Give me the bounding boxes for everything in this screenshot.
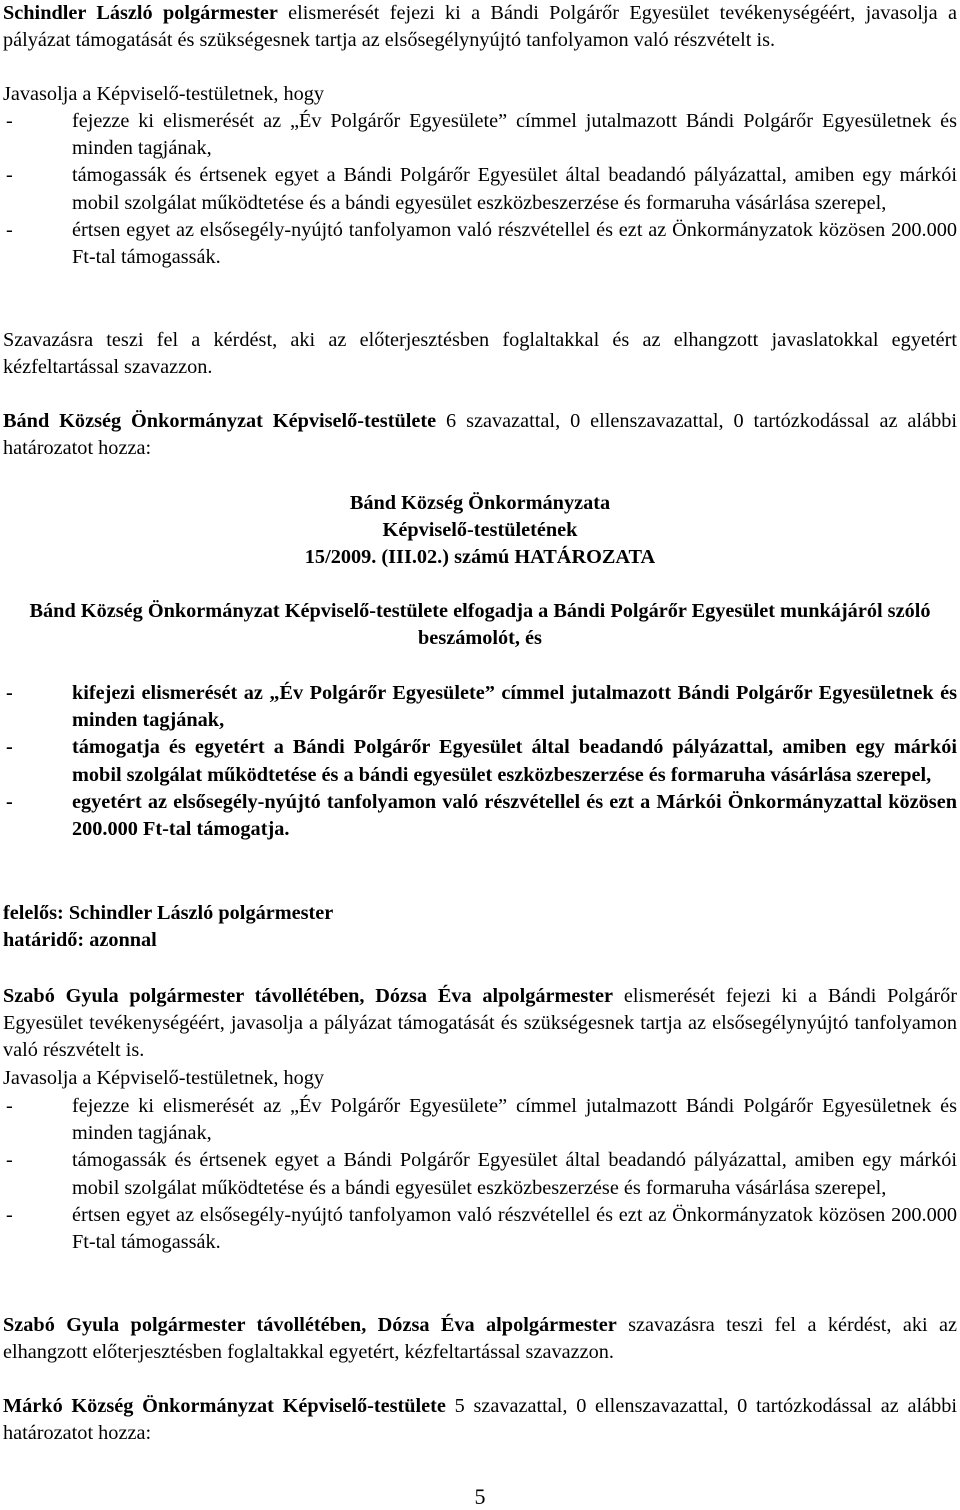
list-item-text: egyetért az elsősegély-nyújtó tanfolyamon való részvétellel és ezt a Márkói Önkormányzattal közösen 200.000 Ft-tal támogatja. — [72, 790, 957, 841]
list-item-text: értsen egyet az elsősegély-nyújtó tanfolyamon való részvétellel és ezt az Önkormányzatok közösen 200.000 Ft-tal támogassák. — [72, 1203, 957, 1254]
vote-result-text: 6 szavazattal, 0 ellenszavazattal, 0 tartózkodással az alábbi határozatot hozza: — [3, 410, 957, 460]
list-item — [3, 1147, 957, 1201]
list-dash: - — [6, 164, 13, 187]
decision-list — [3, 680, 957, 843]
responsible-line: felelős: Schindler László polgármester — [3, 902, 334, 924]
deadline-line: határidő: azonnal — [3, 929, 157, 952]
proposal-list — [3, 108, 957, 271]
resolution-heading — [3, 490, 957, 572]
heading-line-2: Képviselő-testületének — [382, 519, 578, 542]
list-dash: - — [6, 790, 13, 813]
list-item — [3, 789, 957, 843]
list-dash: - — [6, 736, 13, 759]
heading-line-1: Bánd Község Önkormányzata — [349, 492, 611, 514]
list-dash: - — [6, 1095, 13, 1117]
paragraph-text: elismerését fejezi ki a Bándi Polgárőr Egyesület tevékenységéért, javasolja a pályázat támogatását és szükségesnek tartja az elsősegélynyújtó tanfolyamon való részvételt is. — [3, 2, 957, 52]
list-item — [3, 1202, 957, 1256]
list-item — [3, 217, 957, 271]
voting-call-deputy — [3, 1312, 957, 1366]
proposal-intro-text: Javasolja a Képviselő-testületnek, hogy — [3, 1067, 325, 1089]
list-dash: - — [6, 1203, 13, 1226]
list-dash: - — [6, 1149, 13, 1172]
list-item-text: kifejezi elismerését az „Év Polgárőr Egyesülete” címmel jutalmazott Bándi Polgárőr Egyesületnek és minden tagjának, — [72, 682, 957, 732]
decision-intro-text: Bánd Község Önkormányzat Képviselő-testülete elfogadja a Bándi Polgárőr Egyesület munkájáról szóló beszámolót, és — [29, 600, 931, 650]
speaker-name: Schindler László polgármester — [3, 2, 278, 24]
list-item — [3, 162, 957, 216]
vote-result-marko — [3, 1393, 957, 1447]
council-name: Márkó Község Önkormányzat Képviselő-testülete — [3, 1395, 446, 1417]
voting-call-text: Szavazásra teszi fel a kérdést, aki az előterjesztésben foglaltakkal és az elhangzott javaslatokkal egyetért kézfeltartással szavazzon. — [3, 329, 957, 379]
list-item — [3, 734, 957, 788]
list-item-text: támogatja és egyetért a Bándi Polgárőr Egyesület által beadandó pályázattal, amiben egy márkói mobil szolgálat működtetése és a bándi egyesület eszközbeszerzése és formaruha vásárlása szerepel, — [72, 736, 957, 786]
list-item-text: értsen egyet az elsősegély-nyújtó tanfolyamon való részvétellel és ezt az Önkormányzatok közösen 200.000 Ft-tal támogassák. — [72, 218, 957, 269]
paragraph-text: szavazásra teszi fel a kérdést, aki az elhangzott előterjesztésben foglaltakkal egyetért, kézfeltartással szavazzon. — [3, 1314, 957, 1364]
list-item-text: támogassák és értsenek egyet a Bándi Polgárőr Egyesület által beadandó pályázattal, amiben egy márkói mobil szolgálat működtetése és a bándi egyesület eszközbeszerzése és formaruha vásárlása szerepel, — [72, 1149, 957, 1199]
list-dash: - — [6, 110, 13, 132]
list-dash: - — [6, 218, 13, 241]
vote-result-band — [3, 408, 957, 462]
speaker-name: Szabó Gyula polgármester távollétében, Dózsa Éva alpolgármester — [3, 1314, 617, 1336]
list-item — [3, 680, 957, 734]
proposal-intro — [3, 81, 957, 108]
list-item — [3, 1093, 957, 1147]
decision-intro — [3, 598, 957, 652]
paragraph-intro — [3, 0, 957, 54]
heading-line-3: 15/2009. (III.02.) számú HATÁROZATA — [304, 546, 656, 569]
voting-call — [3, 327, 957, 381]
paragraph-text: elismerését fejezi ki a Bándi Polgárőr Egyesület tevékenységéért, javasolja a pályázat támogatását és szükségesnek tartja az elsősegélynyújtó tanfolyamon való részvételt is. — [3, 985, 957, 1062]
list-item — [3, 108, 957, 162]
paragraph-deputy — [3, 983, 957, 1065]
council-name: Bánd Község Önkormányzat Képviselő-testülete — [3, 410, 437, 432]
list-item-text: fejezze ki elismerését az „Év Polgárőr Egyesülete” címmel jutalmazott Bándi Polgárőr Egyesületnek és minden tagjának, — [72, 110, 957, 160]
page-number: 5 — [474, 1484, 486, 1509]
list-item-text: fejezze ki elismerését az „Év Polgárőr Egyesülete” címmel jutalmazott Bándi Polgárőr Egyesületnek és minden tagjának, — [72, 1095, 957, 1145]
list-dash: - — [6, 682, 13, 704]
vote-result-text: 5 szavazattal, 0 ellenszavazattal, 0 tartózkodással az alábbi határozatot hozza: — [3, 1395, 958, 1445]
proposal-list — [3, 1093, 957, 1256]
responsibility-block — [3, 900, 957, 954]
speaker-name: Szabó Gyula polgármester távollétében, Dózsa Éva alpolgármester — [3, 985, 614, 1007]
list-item-text: támogassák és értsenek egyet a Bándi Polgárőr Egyesület által beadandó pályázattal, amiben egy márkói mobil szolgálat működtetése és a bándi egyesület eszközbeszerzése és formaruha vásárlása szerepel, — [72, 164, 957, 214]
proposal-intro — [3, 1065, 957, 1092]
proposal-intro-text: Javasolja a Képviselő-testületnek, hogy — [3, 83, 325, 105]
